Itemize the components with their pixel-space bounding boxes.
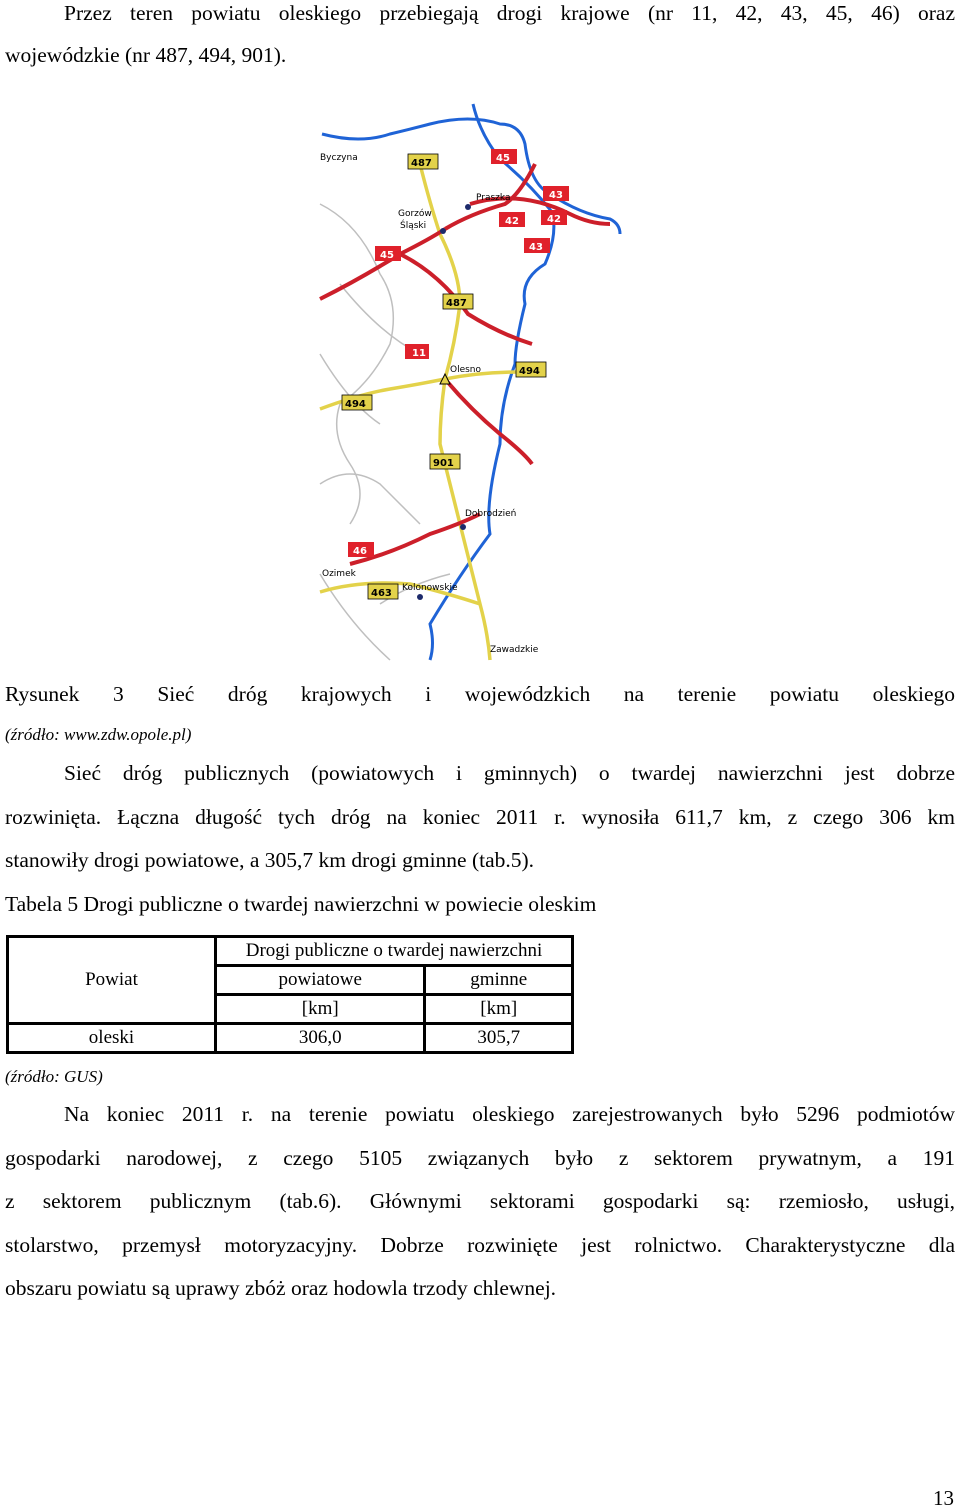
road-network-map	[320, 104, 563, 660]
svg-text:45: 45	[496, 153, 510, 164]
para2-line-4: stolarstwo, przemysł motoryzacyjny. Dobrze rozwinięte jest rolnictwo. Charakterystyczne dla	[5, 1233, 955, 1257]
para2-line-2: gospodarki narodowej, z czego 5105 związanych było z sektorem prywatnym, a 191	[5, 1146, 955, 1170]
town-label: Zawadzkie	[490, 645, 539, 655]
para1-line-3: stanowiły drogi powiatowe, a 305,7 km drogi gminne (tab.5).	[5, 848, 535, 872]
para2-line-5: obszaru powiatu są uprawy zbóż oraz hodowla trzody chlewnej.	[5, 1276, 557, 1300]
table-col-powiat: Powiat	[8, 937, 216, 1024]
national-road-shield	[543, 186, 569, 201]
svg-text:487: 487	[446, 298, 467, 309]
svg-text:494: 494	[519, 366, 540, 377]
svg-text:42: 42	[505, 216, 519, 227]
national-road-shield	[524, 238, 550, 253]
national-road-shield	[375, 246, 401, 261]
table-col-powiatowe: powiatowe	[216, 966, 425, 995]
svg-text:42: 42	[547, 214, 561, 225]
national-road-shield	[499, 212, 525, 227]
svg-text:46: 46	[353, 546, 367, 557]
town-label: Dobrodzień	[465, 509, 517, 519]
voivodeship-road-shield	[408, 154, 438, 169]
table-header-group: Drogi publiczne o twardej nawierzchni	[216, 937, 573, 966]
national-road-shield	[348, 542, 374, 557]
national-road-shield	[405, 344, 429, 359]
voivodeship-road-shield	[443, 294, 473, 309]
town-label: Ozimek	[322, 569, 356, 579]
svg-text:45: 45	[380, 250, 394, 261]
voivodeship-road-shield	[516, 362, 546, 377]
figure-caption: Rysunek 3 Sieć dróg krajowych i wojewódzkich na terenie powiatu oleskiego	[5, 682, 955, 706]
table-row-value-1: 306,0	[216, 1024, 425, 1053]
voivodeship-road-shield	[368, 584, 398, 599]
intro-line-1: Przez teren powiatu oleskiego przebiegają drogi krajowe (nr 11, 42, 43, 45, 46) oraz	[64, 1, 955, 25]
table-unit-2: [km]	[425, 995, 573, 1024]
svg-text:901: 901	[433, 458, 454, 469]
table-row-name: oleski	[8, 1024, 216, 1053]
para1-line-2: rozwinięta. Łączna długość tych dróg na koniec 2011 r. wynosiła 611,7 km, z czego 306 km	[5, 805, 955, 829]
voivodeship-road-shield	[430, 454, 460, 469]
table-title: Tabela 5 Drogi publiczne o twardej nawierzchni w powiecie oleskim	[5, 892, 597, 916]
town-label: Byczyna	[320, 153, 358, 163]
intro-line-2: wojewódzkie (nr 487, 494, 901).	[5, 43, 287, 67]
table-source: (źródło: GUS)	[5, 1067, 103, 1086]
figure-source: (źródło: www.zdw.opole.pl)	[5, 725, 192, 744]
town-label: Gorzów	[398, 209, 432, 219]
para1-line-1: Sieć dróg publicznych (powiatowych i gminnych) o twardej nawierzchni jest dobrze	[64, 761, 955, 785]
svg-text:11: 11	[412, 348, 426, 359]
page-number: 13	[933, 1486, 954, 1510]
svg-text:494: 494	[345, 399, 366, 410]
town-label: Kolonowskie	[402, 583, 458, 593]
national-road-shield	[491, 149, 517, 164]
svg-text:487: 487	[411, 158, 432, 169]
town-label: Olesno	[450, 365, 482, 375]
para2-line-3: z sektorem publicznym (tab.6). Głównymi sektorami gospodarki są: rzemiosło, usługi,	[5, 1189, 955, 1213]
table-col-gminne: gminne	[425, 966, 573, 995]
svg-text:463: 463	[371, 588, 392, 599]
town-label: Praszka	[476, 193, 511, 203]
table-unit-1: [km]	[216, 995, 425, 1024]
voivodeship-road-shield	[342, 395, 372, 410]
svg-text:43: 43	[529, 242, 543, 253]
svg-text:43: 43	[549, 190, 563, 201]
roads-table	[6, 935, 574, 1054]
national-road-shield	[541, 210, 567, 225]
town-label: Śląski	[400, 221, 427, 231]
para2-line-1: Na koniec 2011 r. na terenie powiatu oleskiego zarejestrowanych było 5296 podmiotów	[64, 1102, 955, 1126]
table-row-value-2: 305,7	[425, 1024, 573, 1053]
